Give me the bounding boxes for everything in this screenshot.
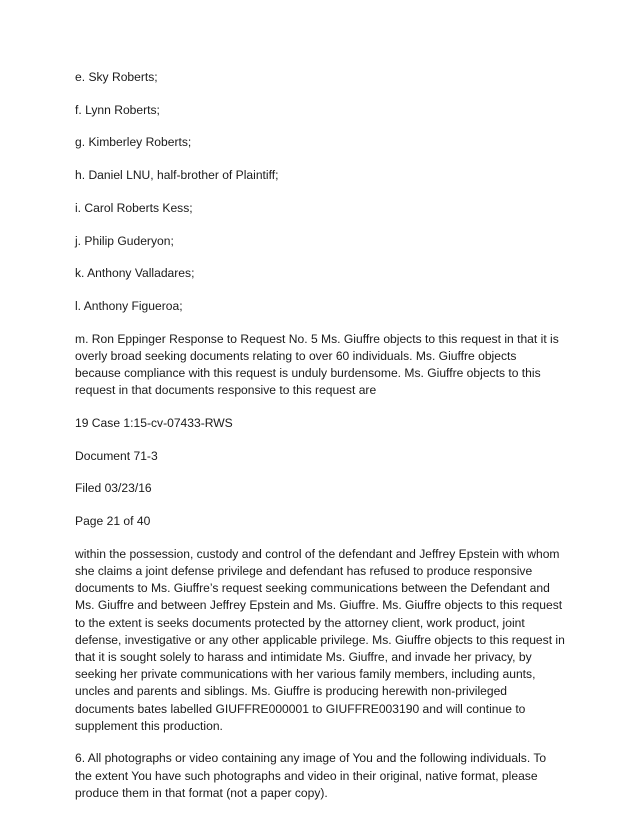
list-item-h: h. Daniel LNU, half-brother of Plaintiff; [75,168,279,183]
page-number-line: Page 21 of 40 [75,514,151,529]
list-item-f: f. Lynn Roberts; [75,102,160,117]
list-item-e: e. Sky Roberts; [75,70,158,84]
filed-date-line: Filed 03/23/16 [75,481,152,496]
document-number-line: Document 71-3 [75,448,158,463]
list-item-l: l. Anthony Figueroa; [75,298,183,313]
list-item-g: g. Kimberley Roberts; [75,135,192,150]
case-number-line: 19 Case 1:15-cv-07433-RWS [75,415,233,430]
list-item-j: j. Philip Guderyon; [75,233,174,248]
list-item-k: k. Anthony Valladares; [75,266,195,281]
document-body [75,69,565,818]
paragraph-m-response: m. Ron Eppinger Response to Request No. 5 Ms. Giuffre objects to this request in that it is overly broad seeking documents relating to over 60 individuals. Ms. Giuffre objects because compliance with this request is unduly burdensome. Ms. Giuffre objects to this request in that documents responsive to this request are [75,331,559,398]
list-item-i: i. Carol Roberts Kess; [75,200,193,215]
paragraph-request-6: 6. All photographs or video containing any image of You and the following individuals. To the extent You have such photographs and video in their original, native format, please produce them in that format (not a paper copy). [75,751,547,800]
paragraph-continued-response: within the possession, custody and control of the defendant and Jeffrey Epstein with whom she claims a joint defense privilege and defendant has refused to produce responsive documents to Ms. Giuffre’s request seeking communications between the Defendant and Ms. Giuffre and between Jeffrey Epstein and Ms. Giuffre. Ms. Giuffre objects to this request to the extent is seeks documents protected by the attorney client, work product, joint defense, investigative or any other applicable privilege. Ms. Giuffre objects to this request in that it is sought solely to harass and intimidate Ms. Giuffre, and invade her privacy, by seeking her private communications with her various family members, including aunts, uncles and parents and siblings. Ms. Giuffre is producing herewith non-privileged documents bates labelled GIUFFRE000001 to GIUFFRE003190 and will continue to supplement this production. [75,546,565,733]
